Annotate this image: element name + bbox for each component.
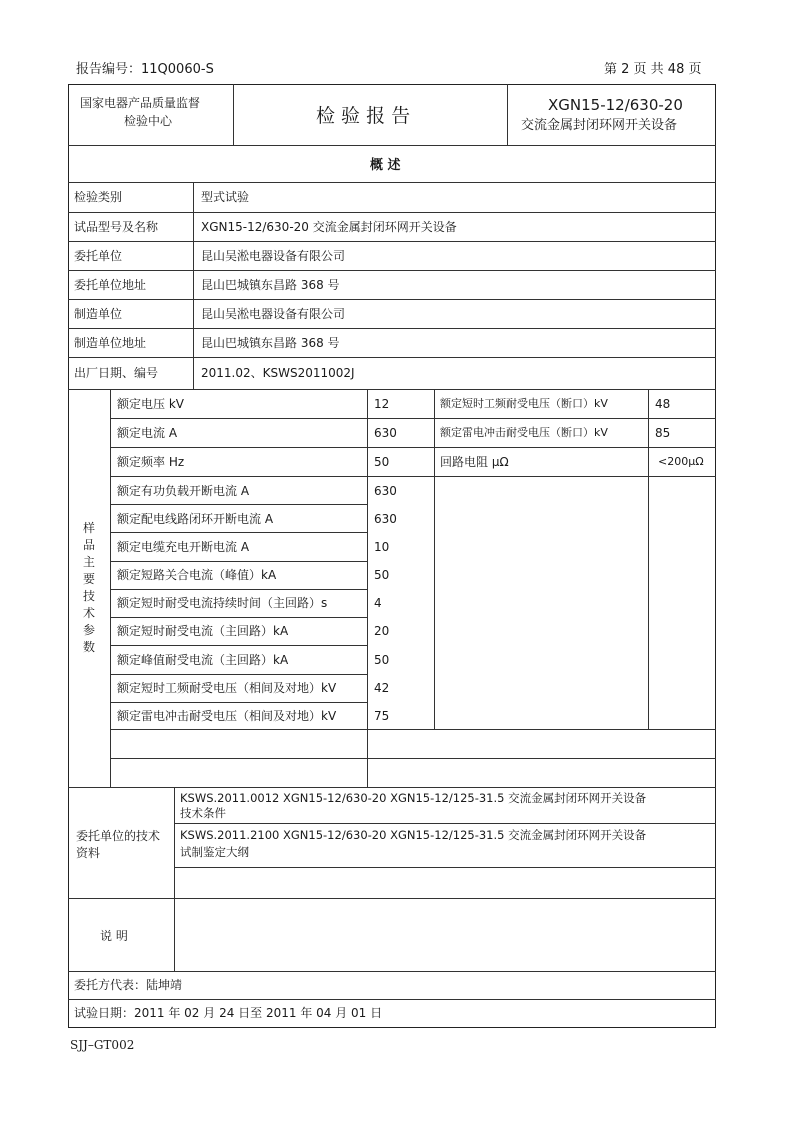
info-value: 昆山吴淞电器设备有限公司	[201, 307, 346, 321]
report-title: 检 验 报 告	[316, 105, 411, 127]
tech-doc-item	[180, 791, 646, 821]
tech-docs-label	[76, 828, 160, 862]
divider	[507, 84, 508, 145]
divider	[174, 867, 716, 868]
product-name: 交流金属封闭环网开关设备	[521, 118, 678, 133]
param-name: 额定短时工频耐受电压（断口）kV	[440, 397, 608, 410]
page-info: 第 2 页 共 48 页	[604, 62, 702, 77]
param-value: 10	[374, 540, 390, 554]
param-name: 额定峰值耐受电流（主回路）kA	[117, 653, 289, 667]
divider	[68, 389, 716, 390]
param-name: 额定雷电冲击耐受电压（相间及对地）kV	[117, 709, 337, 723]
divider	[648, 389, 649, 729]
tech-docs-label-line1: 委托单位的技术	[76, 829, 161, 843]
divider	[68, 241, 716, 242]
info-label: 试品型号及名称	[74, 220, 159, 234]
tech-doc-line: KSWS.2011.0012 XGN15-12/630-20 XGN15-12/125-31.5 交流金属封闭环网开关设备	[180, 791, 647, 805]
info-value: 昆山吴淞电器设备有限公司	[201, 249, 346, 263]
param-name: 额定电流 A	[117, 426, 178, 440]
tech-doc-item	[180, 827, 646, 861]
form-code: SJJ–GT002	[70, 1038, 135, 1052]
param-value: 50	[374, 455, 390, 469]
divider	[110, 476, 716, 477]
client-representative: 委托方代表：陆坤靖	[74, 978, 183, 992]
info-label: 委托单位	[74, 249, 123, 263]
divider	[68, 328, 716, 329]
info-label: 检验类别	[74, 190, 123, 204]
info-value: 2011.02、KSWS2011002J	[201, 366, 355, 380]
divider	[68, 299, 716, 300]
divider	[68, 898, 716, 899]
divider	[110, 674, 367, 675]
param-value: <200μΩ	[658, 455, 704, 468]
divider	[110, 702, 367, 703]
param-name: 额定频率 Hz	[117, 455, 185, 469]
product-model: XGN15-12/630-20	[548, 96, 683, 114]
report-number-value: 11Q0060-S	[141, 62, 214, 77]
param-name: 额定短时工频耐受电压（相间及对地）kV	[117, 681, 337, 695]
param-name: 额定配电线路闭环开断电流 A	[117, 512, 274, 526]
divider	[110, 532, 367, 533]
divider	[434, 389, 435, 729]
divider	[110, 645, 367, 646]
info-value: XGN15-12/630-20 交流金属封闭环网开关设备	[201, 220, 457, 234]
tech-docs-label-line2: 资料	[76, 846, 101, 860]
divider	[110, 418, 716, 419]
divider	[110, 447, 716, 448]
divider	[110, 589, 367, 590]
section-title: 概 述	[370, 158, 401, 173]
info-label: 委托单位地址	[74, 278, 147, 292]
param-value: 630	[374, 426, 397, 440]
param-value: 20	[374, 624, 390, 638]
param-name: 额定有功负载开断电流 A	[117, 484, 250, 498]
info-value: 型式试验	[201, 190, 250, 204]
divider	[110, 504, 367, 505]
tech-doc-line: KSWS.2011.2100 XGN15-12/630-20 XGN15-12/125-31.5 交流金属封闭环网开关设备	[180, 828, 647, 842]
divider	[68, 357, 716, 358]
param-value: 50	[374, 653, 390, 667]
divider	[68, 182, 716, 183]
report-number-label: 报告编号：	[76, 62, 142, 77]
divider	[174, 823, 716, 824]
info-label: 制造单位	[74, 307, 123, 321]
divider	[68, 270, 716, 271]
report-number	[76, 63, 214, 77]
org-name-line1: 国家电器产品质量监督	[80, 96, 201, 110]
param-value: 50	[374, 568, 390, 582]
divider	[68, 999, 716, 1000]
param-name: 额定短时耐受电流（主回路）kA	[117, 624, 289, 638]
param-value: 630	[374, 484, 397, 498]
param-name: 额定短时耐受电流持续时间（主回路）s	[117, 596, 328, 610]
param-name: 回路电阻 μΩ	[440, 455, 509, 469]
param-name: 额定电压 kV	[117, 397, 184, 411]
note-label: 说 明	[100, 929, 128, 943]
divider	[110, 389, 111, 787]
param-value: 48	[655, 397, 671, 411]
divider	[233, 84, 234, 145]
test-date: 试验日期：2011 年 02 月 24 日至 2011 年 04 月 01 日	[74, 1006, 383, 1020]
divider	[68, 787, 716, 788]
param-value: 75	[374, 709, 390, 723]
info-label: 出厂日期、编号	[74, 366, 159, 380]
org-name-line2: 检验中心	[124, 114, 173, 128]
divider	[110, 561, 367, 562]
divider	[110, 617, 367, 618]
divider	[68, 212, 716, 213]
divider	[110, 729, 716, 730]
divider	[367, 389, 368, 787]
param-value: 630	[374, 512, 397, 526]
divider	[110, 758, 716, 759]
tech-doc-line: 试制鉴定大纲	[180, 845, 249, 859]
divider	[68, 971, 716, 972]
param-name: 额定短路关合电流（峰值）kA	[117, 568, 277, 582]
param-name: 额定雷电冲击耐受电压（断口）kV	[440, 426, 608, 439]
param-name: 额定电缆充电开断电流 A	[117, 540, 250, 554]
tech-doc-line: 技术条件	[180, 806, 226, 820]
param-value: 42	[374, 681, 390, 695]
param-value: 4	[374, 596, 382, 610]
info-value: 昆山巴城镇东昌路 368 号	[201, 278, 340, 292]
param-value: 12	[374, 397, 390, 411]
info-label: 制造单位地址	[74, 336, 147, 350]
info-value: 昆山巴城镇东昌路 368 号	[201, 336, 340, 350]
params-side-label: 样品主要技术参数	[82, 521, 95, 654]
param-value: 85	[655, 426, 671, 440]
divider	[68, 145, 716, 146]
divider	[174, 787, 175, 971]
